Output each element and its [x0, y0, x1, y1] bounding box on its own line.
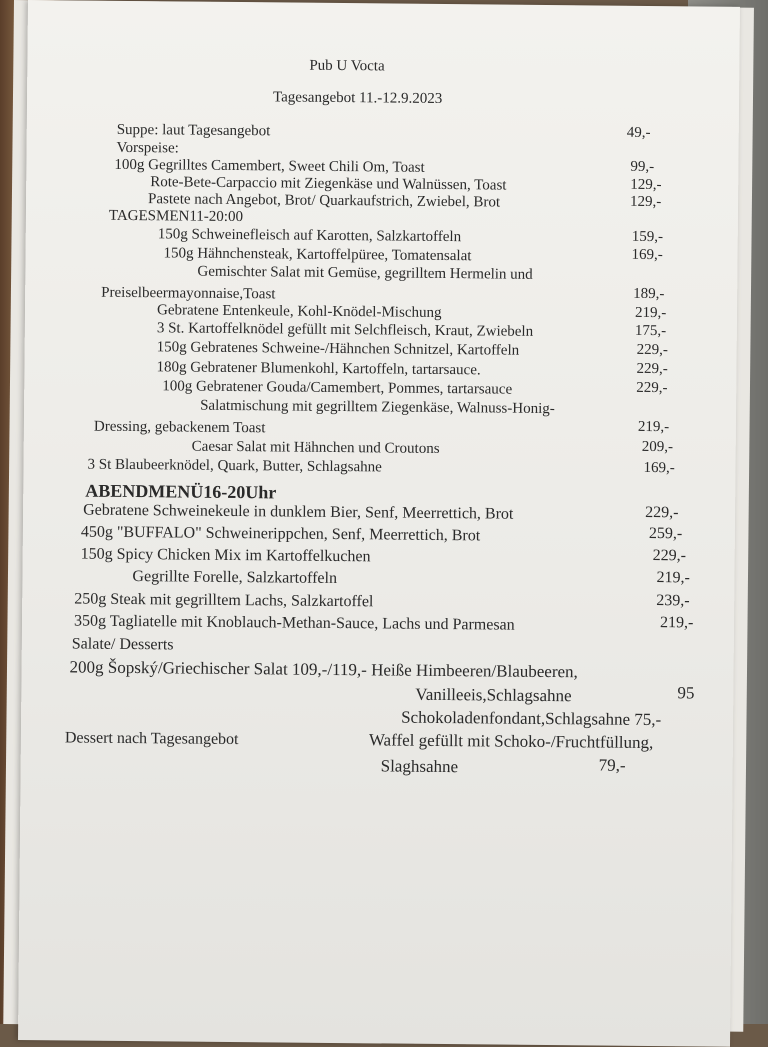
item-price: 79,- — [598, 755, 626, 775]
item-price: 169,- — [643, 459, 675, 477]
list-item: Caesar Salat mit Hähnchen und Croutons — [191, 438, 440, 457]
list-item-continuation: Slaghsahne — [380, 756, 459, 777]
list-item: 150g Schweinefleisch auf Karotten, Salzkartoffeln — [157, 226, 462, 246]
list-item: Gebratene Schweinekeule in dunklem Bier, Senf, Meerrettich, Brot — [83, 501, 514, 523]
page-subtitle: Tagesangebot 11.-12.9.2023 — [272, 89, 443, 107]
list-item: Gemischter Salat mit Gemüse, gegrilltem Hermelin und — [197, 263, 533, 283]
item-price: 239,- — [656, 592, 690, 610]
list-item: Dessert nach Tagesangebot — [64, 729, 239, 749]
list-item: Gebratene Entenkeule, Kohl-Knödel-Mischung — [156, 302, 442, 321]
item-price: 259,- — [648, 524, 683, 543]
list-item: Vanilleeis,Schlagsahne — [415, 684, 572, 706]
menu-sheet — [18, 0, 740, 1047]
item-price: 229,- — [636, 341, 668, 359]
list-item: 150g Gebratenes Schweine-/Hähnchen Schnitzel, Kartoffeln — [156, 339, 520, 359]
list-item: 3 St Blaubeerknödel, Quark, Butter, Schlagsahne — [87, 456, 382, 476]
list-item: 250g Steak mit gegrilltem Lachs, Salzkartoffel — [74, 590, 374, 611]
list-item: Rote-Bete-Carpaccio mit Ziegenkäse und Walnüssen, Toast — [150, 174, 507, 194]
list-item-continuation: Dressing, gebackenem Toast — [93, 418, 266, 437]
item-price: 219,- — [634, 304, 667, 322]
vorspeise-heading: Vorspeise: — [116, 139, 179, 157]
item-price: 219,- — [659, 614, 694, 632]
item-price: 219,- — [656, 569, 690, 587]
item-price: 159,- — [631, 228, 664, 246]
item-price: 189,- — [633, 285, 665, 303]
list-item: 100g Gebratener Gouda/Camembert, Pommes, tartarsauce — [162, 378, 513, 398]
list-item: 200g Šopský/Griechischer Salat 109,-/119,- Heiße Himbeeren/Blaubeeren, — [69, 657, 578, 682]
item-price: 129,- — [630, 193, 662, 211]
list-item: 150g Spicy Chicken Mix im Kartoffelkuchen — [80, 545, 371, 566]
suppe-price: 49,- — [626, 124, 651, 141]
list-item: 3 St. Kartoffelknödel gefüllt mit Selchfleisch, Kraut, Zwiebeln — [156, 320, 534, 340]
tagesmenu-heading: TAGESMEN11-20:00 — [108, 207, 244, 226]
list-item: 350g Tagliatelle mit Knoblauch-Methan-Sauce, Lachs und Parmesan — [73, 612, 515, 634]
list-item: 180g Gebratener Blumenkohl, Kartoffeln, tartarsauce. — [156, 359, 481, 379]
page-title: Pub U Vocta — [309, 57, 385, 75]
list-item: Waffel gefüllt mit Schoko-/Fruchtfüllung, — [368, 730, 654, 753]
salate-desserts-heading: Salate/ Desserts — [71, 635, 174, 654]
item-price: 175,- — [634, 322, 667, 340]
item-price: 99,- — [630, 158, 655, 176]
list-item: Schokoladenfondant,Schlagsahne 75,- — [401, 707, 662, 730]
list-item: 450g "BUFFALO" Schweinerippchen, Senf, Meerrettich, Brot — [80, 523, 481, 545]
item-price: 229,- — [636, 360, 668, 378]
item-price: 169,- — [631, 246, 663, 264]
list-item: 100g Gegrilltes Camembert, Sweet Chili Om, Toast — [114, 156, 425, 176]
item-price: 229,- — [652, 547, 687, 565]
suppe-label: Suppe: laut Tagesangebot — [116, 121, 271, 140]
list-item-continuation: Preiselbeermayonnaise,Toast — [101, 284, 276, 303]
list-item: 150g Hähnchensteak, Kartoffelpüree, Tomatensalat — [163, 245, 472, 265]
list-item: Pastete nach Angebot, Brot/ Quarkaufstrich, Zwiebel, Brot — [148, 191, 501, 211]
list-item: Salatmischung mit gegrilltem Ziegenkäse, Walnuss-Honig- — [200, 397, 555, 418]
list-item: Gegrillte Forelle, Salzkartoffeln — [132, 568, 338, 587]
item-price: 219,- — [637, 418, 670, 436]
item-price: 229,- — [636, 379, 668, 397]
item-price: 209,- — [641, 438, 674, 456]
item-price: 229,- — [645, 503, 679, 522]
item-price: 129,- — [630, 176, 662, 194]
item-price: 95 — [677, 683, 695, 703]
abendmenu-heading: ABENDMENÜ16-20Uhr — [85, 480, 277, 503]
